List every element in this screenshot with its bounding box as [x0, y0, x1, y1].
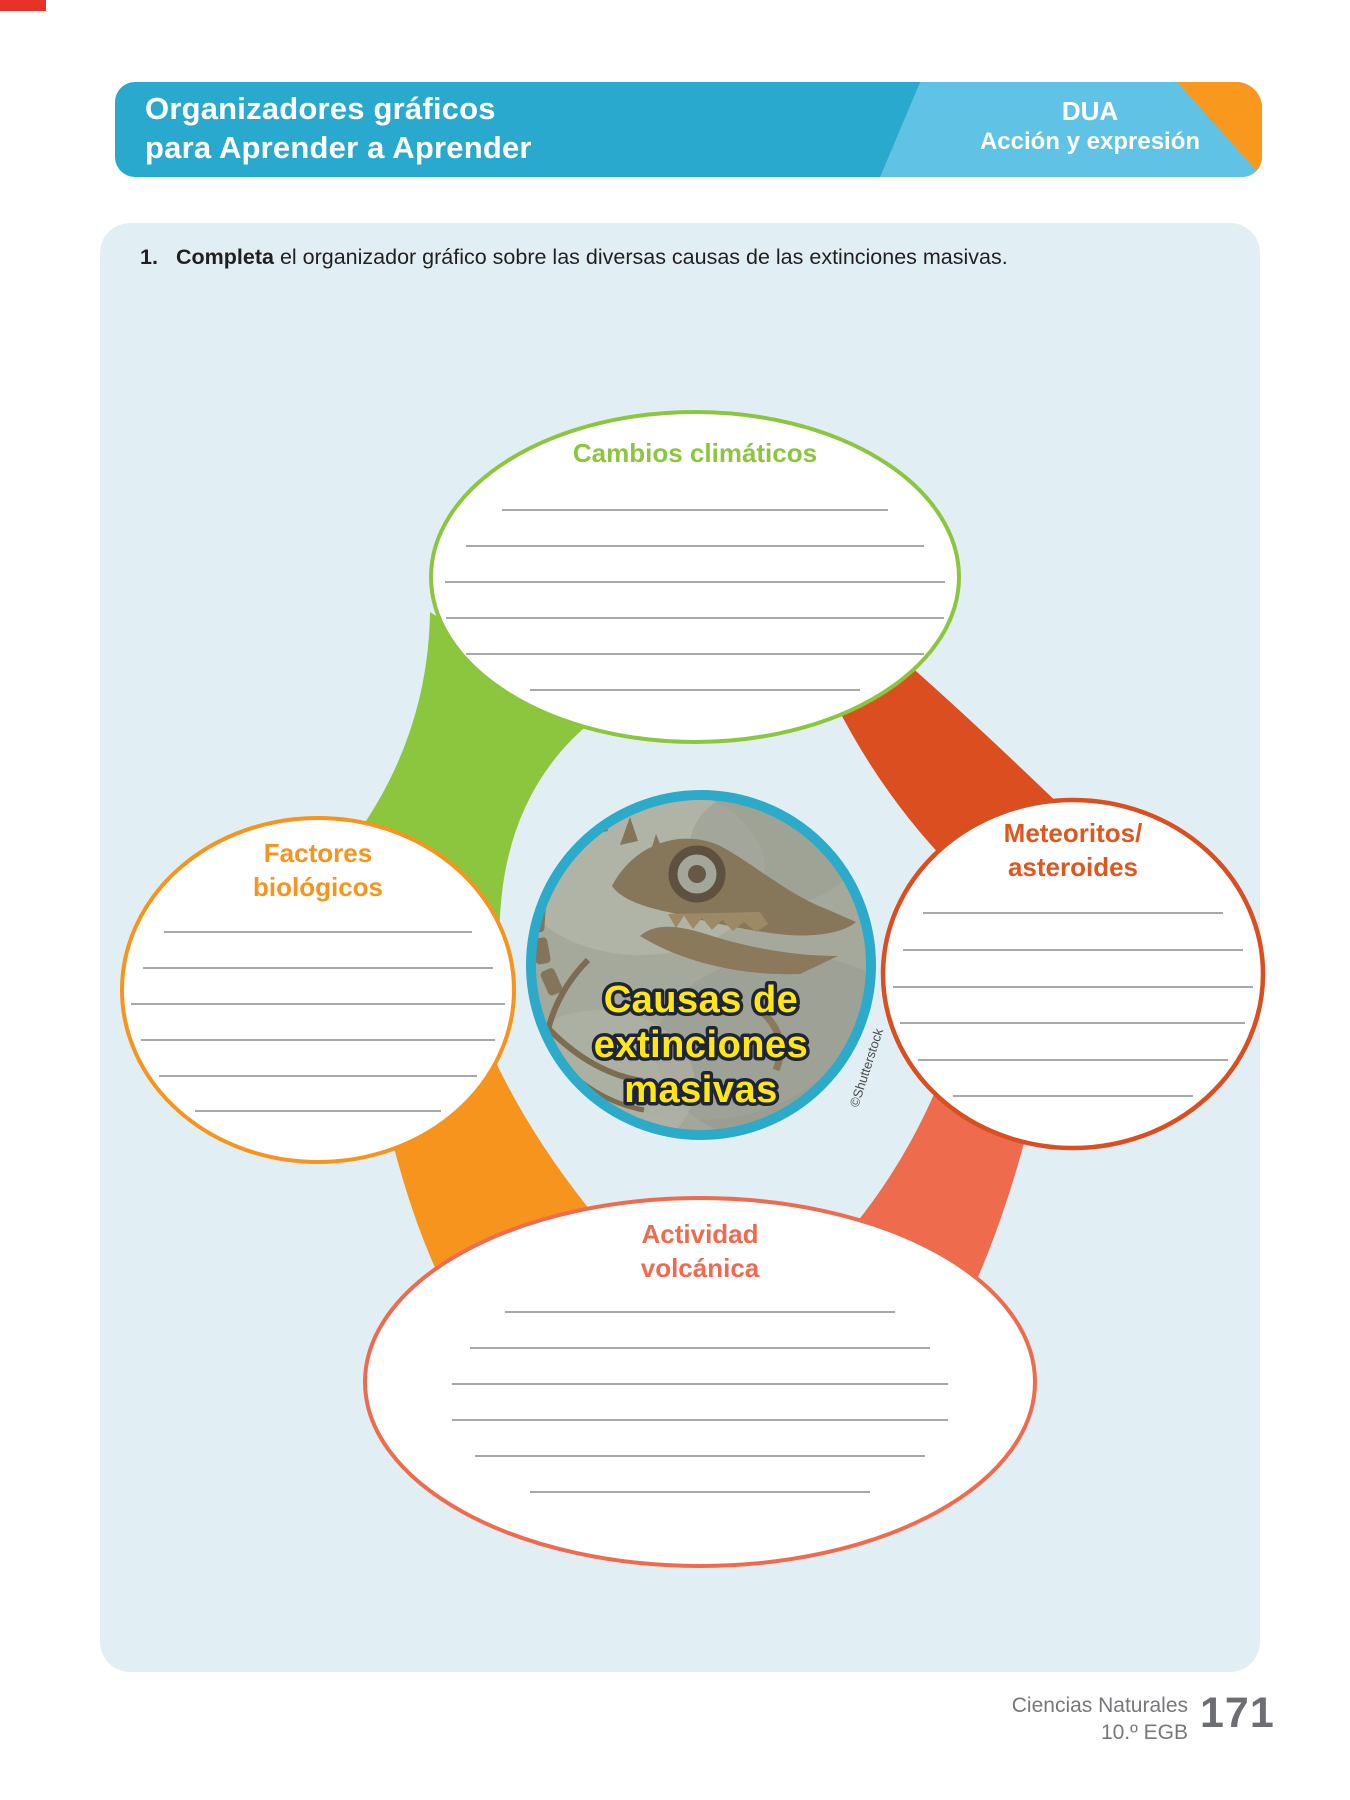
- page-number: 171: [1200, 1689, 1275, 1737]
- node-top-label: Cambios climáticos: [572, 438, 818, 468]
- node-bottom-label1: Actividad: [641, 1219, 759, 1249]
- node-bottom-label2: volcánica: [640, 1253, 760, 1283]
- node-right-label2: asteroides: [1007, 852, 1139, 882]
- page-title-line2: para Aprender a Aprender: [145, 130, 532, 165]
- footer-imprint: [900, 1692, 1188, 1746]
- instruction-rest: el organizador gráfico sobre las diversas causas de las extinciones masivas.: [273, 245, 1008, 269]
- node-left-label1: Factores: [263, 838, 373, 868]
- center-title-line2: extinciones: [593, 1024, 809, 1066]
- dua-badge-title: DUA: [1061, 96, 1119, 126]
- node-right-label1: Meteoritos/: [1003, 818, 1143, 848]
- center-title-line1: Causas de: [603, 979, 799, 1021]
- dua-badge-subtitle: Acción y expresión: [979, 128, 1201, 155]
- instruction-number: 1.: [140, 245, 158, 269]
- page-title-line1: Organizadores gráficos: [145, 91, 496, 126]
- instruction-verb: Completa: [176, 245, 274, 269]
- center-title-line3: masivas: [624, 1069, 778, 1111]
- footer-subject: Ciencias Naturales: [1011, 1694, 1188, 1717]
- footer-grade: 10.º EGB: [1100, 1721, 1188, 1744]
- node-left-label2: biológicos: [253, 872, 383, 902]
- photo-credit: ©Shutterstock: [846, 1026, 887, 1109]
